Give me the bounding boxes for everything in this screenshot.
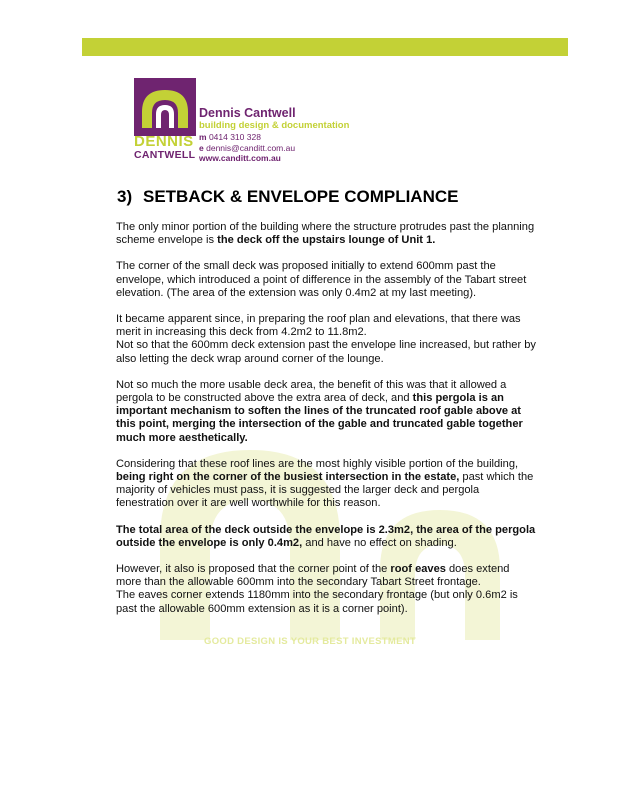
bold-text: being right on the corner of the busiest intersection in the estate,: [116, 471, 460, 484]
text-run: The eaves corner extends 1180mm into the secondary frontage (but only 0.6m2 is past the allowable 600mm extension as it is a corner point).: [116, 589, 518, 615]
bold-text: The total area of the deck outside the envelope is 2.3m2, the area of the pergola outside the envelope is only 0.4m2,: [116, 523, 536, 549]
header-accent-bar: [82, 38, 568, 56]
paragraph: [116, 313, 536, 366]
paragraph: [116, 221, 536, 247]
company-name: Dennis Cantwell: [199, 106, 296, 120]
section-number: 3): [117, 187, 133, 206]
paragraph: [116, 524, 536, 550]
text-run: does extend more than the allowable 600mm into the secondary Tabart Street frontage.: [116, 563, 510, 589]
document-body: [116, 221, 536, 629]
paragraph: [116, 458, 536, 511]
contact-details: [199, 132, 295, 164]
phone-number: 0414 310 328: [208, 132, 261, 142]
email-line: [199, 143, 295, 154]
text-run: The only minor portion of the building where the structure protrudes past the planning scheme envelope is: [116, 221, 535, 247]
paragraph: [116, 379, 536, 445]
bold-text: this pergola is an important mechanism to soften the lines of the truncated roof gable above at this point, merging the intersection of the gable and truncated gable together much more aesthetically.: [116, 392, 523, 444]
phone-prefix: m: [199, 132, 207, 142]
section-title: SETBACK & ENVELOPE COMPLIANCE: [143, 187, 459, 206]
email-prefix: e: [199, 142, 204, 153]
text-run: Not so that the 600mm deck extension past the envelope line increased, but rather by also letting the deck wrap around corner of the lounge.: [116, 339, 536, 365]
text-run: The corner of the small deck was proposed initially to extend 600mm past the envelope, which introduced a point of difference in the assembly of the Tabart street elevation. (The area of the extension was only 0.4m2 at my last meeting).: [116, 260, 527, 299]
bold-text: the deck off the upstairs lounge of Unit 1.: [217, 234, 436, 247]
text-run: Not so much the more usable deck area, the benefit of this was that it allowed a pergola to be constructed above the extra area of deck, and: [116, 378, 507, 405]
email-address[interactable]: dennis@canditt.com.au: [206, 142, 296, 153]
logo-brand-dennis: DENNIS: [134, 133, 194, 150]
phone-line: [199, 132, 295, 143]
text-run: It became apparent since, in preparing the roof plan and elevations, that there was merit in increasing this deck from 4.2m2 to 11.8m2.: [116, 313, 521, 339]
company-block: [199, 107, 349, 131]
logo-brand-cantwell: CANTWELL: [134, 149, 196, 161]
company-tagline: building design & documentation: [199, 120, 350, 131]
watermark-tagline: GOOD DESIGN IS YOUR BEST INVESTMENT: [204, 636, 416, 647]
text-run: However, it also is proposed that the corner point of the: [116, 563, 391, 576]
bold-text: roof eaves: [390, 563, 446, 576]
paragraph: [116, 260, 536, 300]
paragraph: [116, 563, 536, 616]
section-heading: [117, 187, 458, 207]
website-link[interactable]: www.canditt.com.au: [199, 153, 281, 163]
text-run: Considering that these roof lines are the most highly visible portion of the building,: [116, 457, 519, 470]
logo-arch-icon: [134, 78, 196, 136]
text-run: past which the majority of vehicles must pass, it is suggested the larger deck and pergola fenestration over it are well worthwhile for this reason.: [116, 471, 534, 510]
text-run: and have no effect on shading.: [302, 536, 457, 549]
